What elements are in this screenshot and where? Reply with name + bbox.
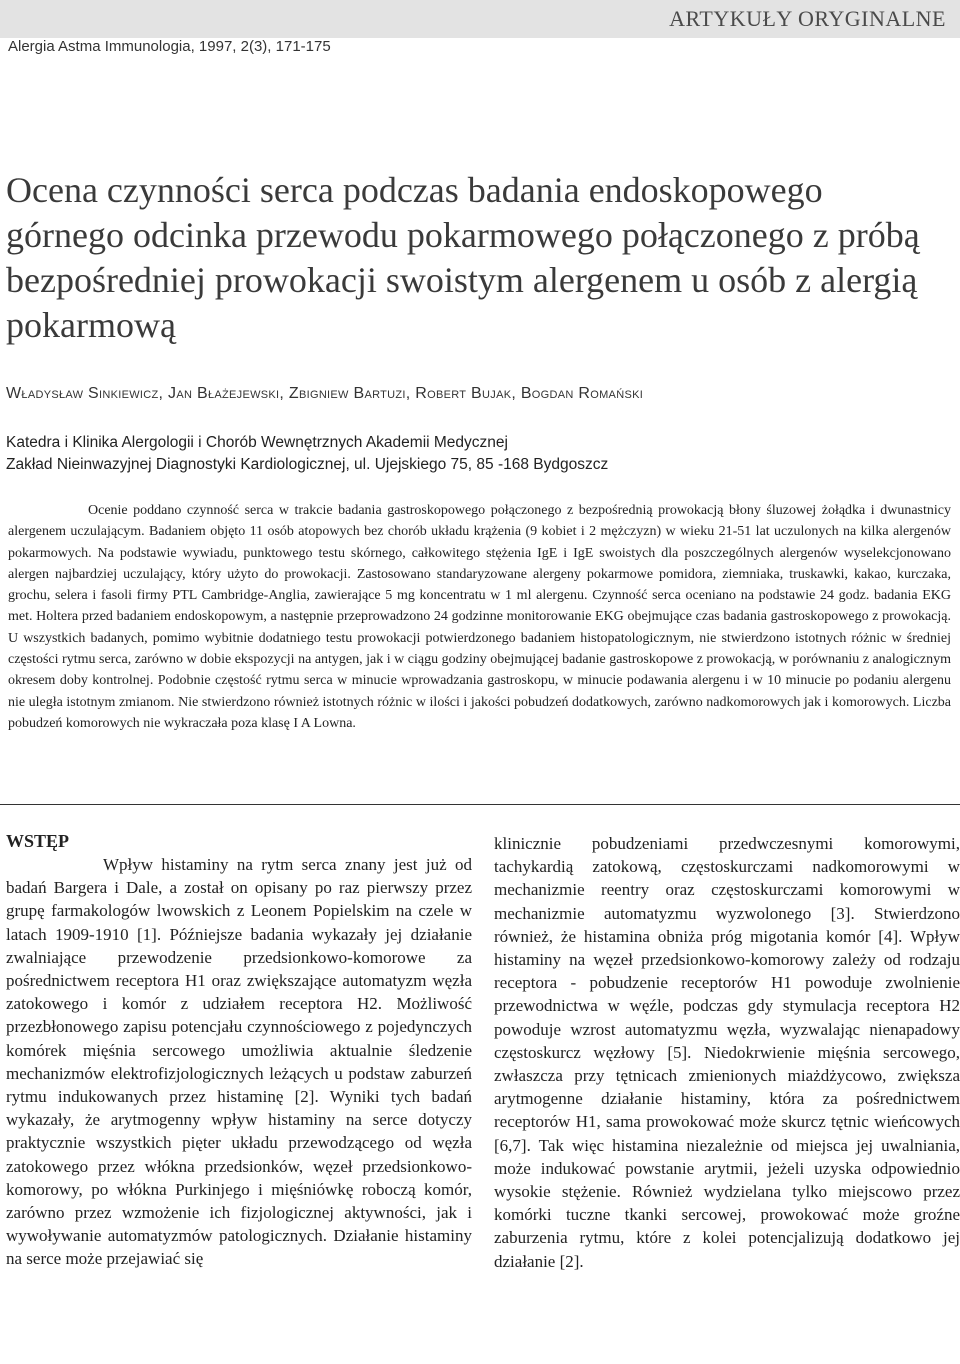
affiliation-line-1: Katedra i Klinika Alergologii i Chorób Wewnętrznych Akademii Medycznej <box>6 434 508 451</box>
section-heading: WSTĘP <box>6 831 70 851</box>
body-column-right <box>494 832 960 1273</box>
affiliation <box>6 432 946 476</box>
body-column-left <box>6 830 472 1271</box>
abstract: Ocenie poddano czynność serca w trakcie badania gastroskopowego połączonego z bezpośrednią prowokacją błony śluzowej żołądka i dwunastnicy alergenem uczulającym. Badaniem objęto 11 osób atopowych bez chorób układu krążenia (9 kobiet i 2 mężczyzn) w wieku 21-51 lat uczulonych na kilka alergenów pokarmowych. Na podstawie wywiadu, punktowego testu skórnego, całkowitego stężenia IgE i IgE swoistych dla poszczególnych alergenów wyselekcjonowano alergen najbardziej uczulający, który użyto do prowokacji. Zastosowano standaryzowane alergeny pokarmowe pomidora, ziemniaka, truskawki, kakao, kurczaka, grochu, selera i fasoli firmy PTL Cambridge-Anglia, zawierające 5 mg koncentratu w 1 ml alergenu. Czynność serca oceniano na podstawie 24 godz. badania EKG met. Holtera przed badaniem endoskopowym, a następnie przeprowadzono 24 godzinne monitorowanie EKG obejmujące czas badania gastroskopowego z prowokacją. U wszystkich badanych, pomimo wybitnie dodatniego testu prowokacji potwierdzonego badaniem histopatologicznym, nie stwierdzono istotnych różnic w średniej częstości rytmu serca, zarówno w dobie ekspozycji na antygen, jak i w ciągu godziny obejmującej badanie gastroskopowe z prowokacją, w porównaniu z analogicznym okresem doby kontrolnej. Podobnie częstość rytmu serca w minucie wprowadzania gastroskopu, w minucie podawania alergenu i w 10 minucie po podaniu alergenu nie uległa istotnym zmianom. Nie stwierdzono również istotnych różnic w ilości i jakości pobudzeń dodatkowych, zarówno nadkomorowych jak i komorowych. Liczba pobudzeń komorowych nie wykraczała poza klasę I A Lowna. <box>8 503 951 731</box>
header-banner <box>0 0 960 38</box>
article-title: Ocena czynności serca podczas badania endoskopowego górnego odcinka przewodu pokarmowego połączonego z próbą bezpośredniej prowokacji swoistym alergenem u osób z alergią pokarmową <box>6 170 920 345</box>
affiliation-line-2: Zakład Nieinwazyjnej Diagnostyki Kardiologicznej, ul. Ujejskiego 75, 85 -168 Bydgoszcz <box>6 456 609 473</box>
body-paragraph-left: Wpływ histaminy na rytm serca znany jest już od badań Bargera i Dale, a został on opisany po raz pierwszy przez grupę farmakologów lwowskich z Leonem Popielskim na czele w latach 1909-1910 [1]. Późniejsze badania wykazały jej działanie zwalniające przewodzenie przedsionkowo-komorowe za pośrednictwem receptora H1 oraz zwiększające automatyzm węzła zatokowego i komór z udziałem receptora H2. Możliwość przezbłonowego zapisu potencjału czynnościowego z pojedynczych komórek mięśnia sercowego umożliwia aktualnie śledzenie mechanizmów elektrofizjologicznych leżących u podstaw zaburzeń rytmu indukowanych przez histaminę [2]. Wyniki tych badań wykazały, że arytmogenny wpływ histaminy na serce dotyczy praktycznie wszystkich pięter układu przewodzącego od węzła zatokowego przez włókna przedsionków, węzeł przedsionkowo-komorowy, po włókna Purkinjego i mięśniówkę roboczą komór, zarówno przez wzmożenie ich fizjologicznej aktywności, jak i wywoływanie automatyzmów patologicznych. Działanie histaminy na serce może przejawiać się <box>6 855 472 1269</box>
journal-citation: Alergia Astma Immunologia, 1997, 2(3), 171-175 <box>8 38 331 55</box>
body-paragraph-right: klinicznie pobudzeniami przedwczesnymi komorowymi, tachykardią zatokową, częstoskurczami nadkomorowymi w mechanizmie reentry oraz częstoskurczami komorowymi w mechanizmie automatyzmu wyzwolonego [3]. Stwierdzono również, że histamina obniża próg migotania komór [4]. Wpływ histaminy na węzeł przedsionkowo-komorowy zależy od rodzaju receptora - pobudzenie receptorów H1 powoduje zwolnienie przewodnictwa w węźle, podczas gdy stymulacja receptora H2 powoduje wzrost automatyzmu węzła, wyzwalając nienapadowy częstoskurcz węzłowy [5]. Niedokrwienie mięśnia sercowego, zwłaszcza przy tętnicach zmienionych miażdżycowo, zwiększa arytmogenne działanie histaminy, która za pośrednictwem receptorów H1, sama prowokować może skurcz tętnic wieńcowych [6,7]. Tak więc histamina niezależnie od miejsca jej uwalniania, może indukować powstanie arytmii, jeżeli uzyska odpowiednio wysokie stężenie. Również wydzielana tylko miejscowo przez komórki tuczne tkanki sercowej, prowokować może groźne zaburzenia rytmu, które z kolei potencjalizują dodatkowo jej działanie [2]. <box>494 834 960 1271</box>
author-list: Władysław Sinkiewicz, Jan Błażejewski, Zbigniew Bartuzi, Robert Bujak, Bogdan Romański <box>6 385 644 402</box>
section-label: ARTYKUŁY ORYGINALNE <box>669 6 946 31</box>
section-divider <box>0 804 960 805</box>
